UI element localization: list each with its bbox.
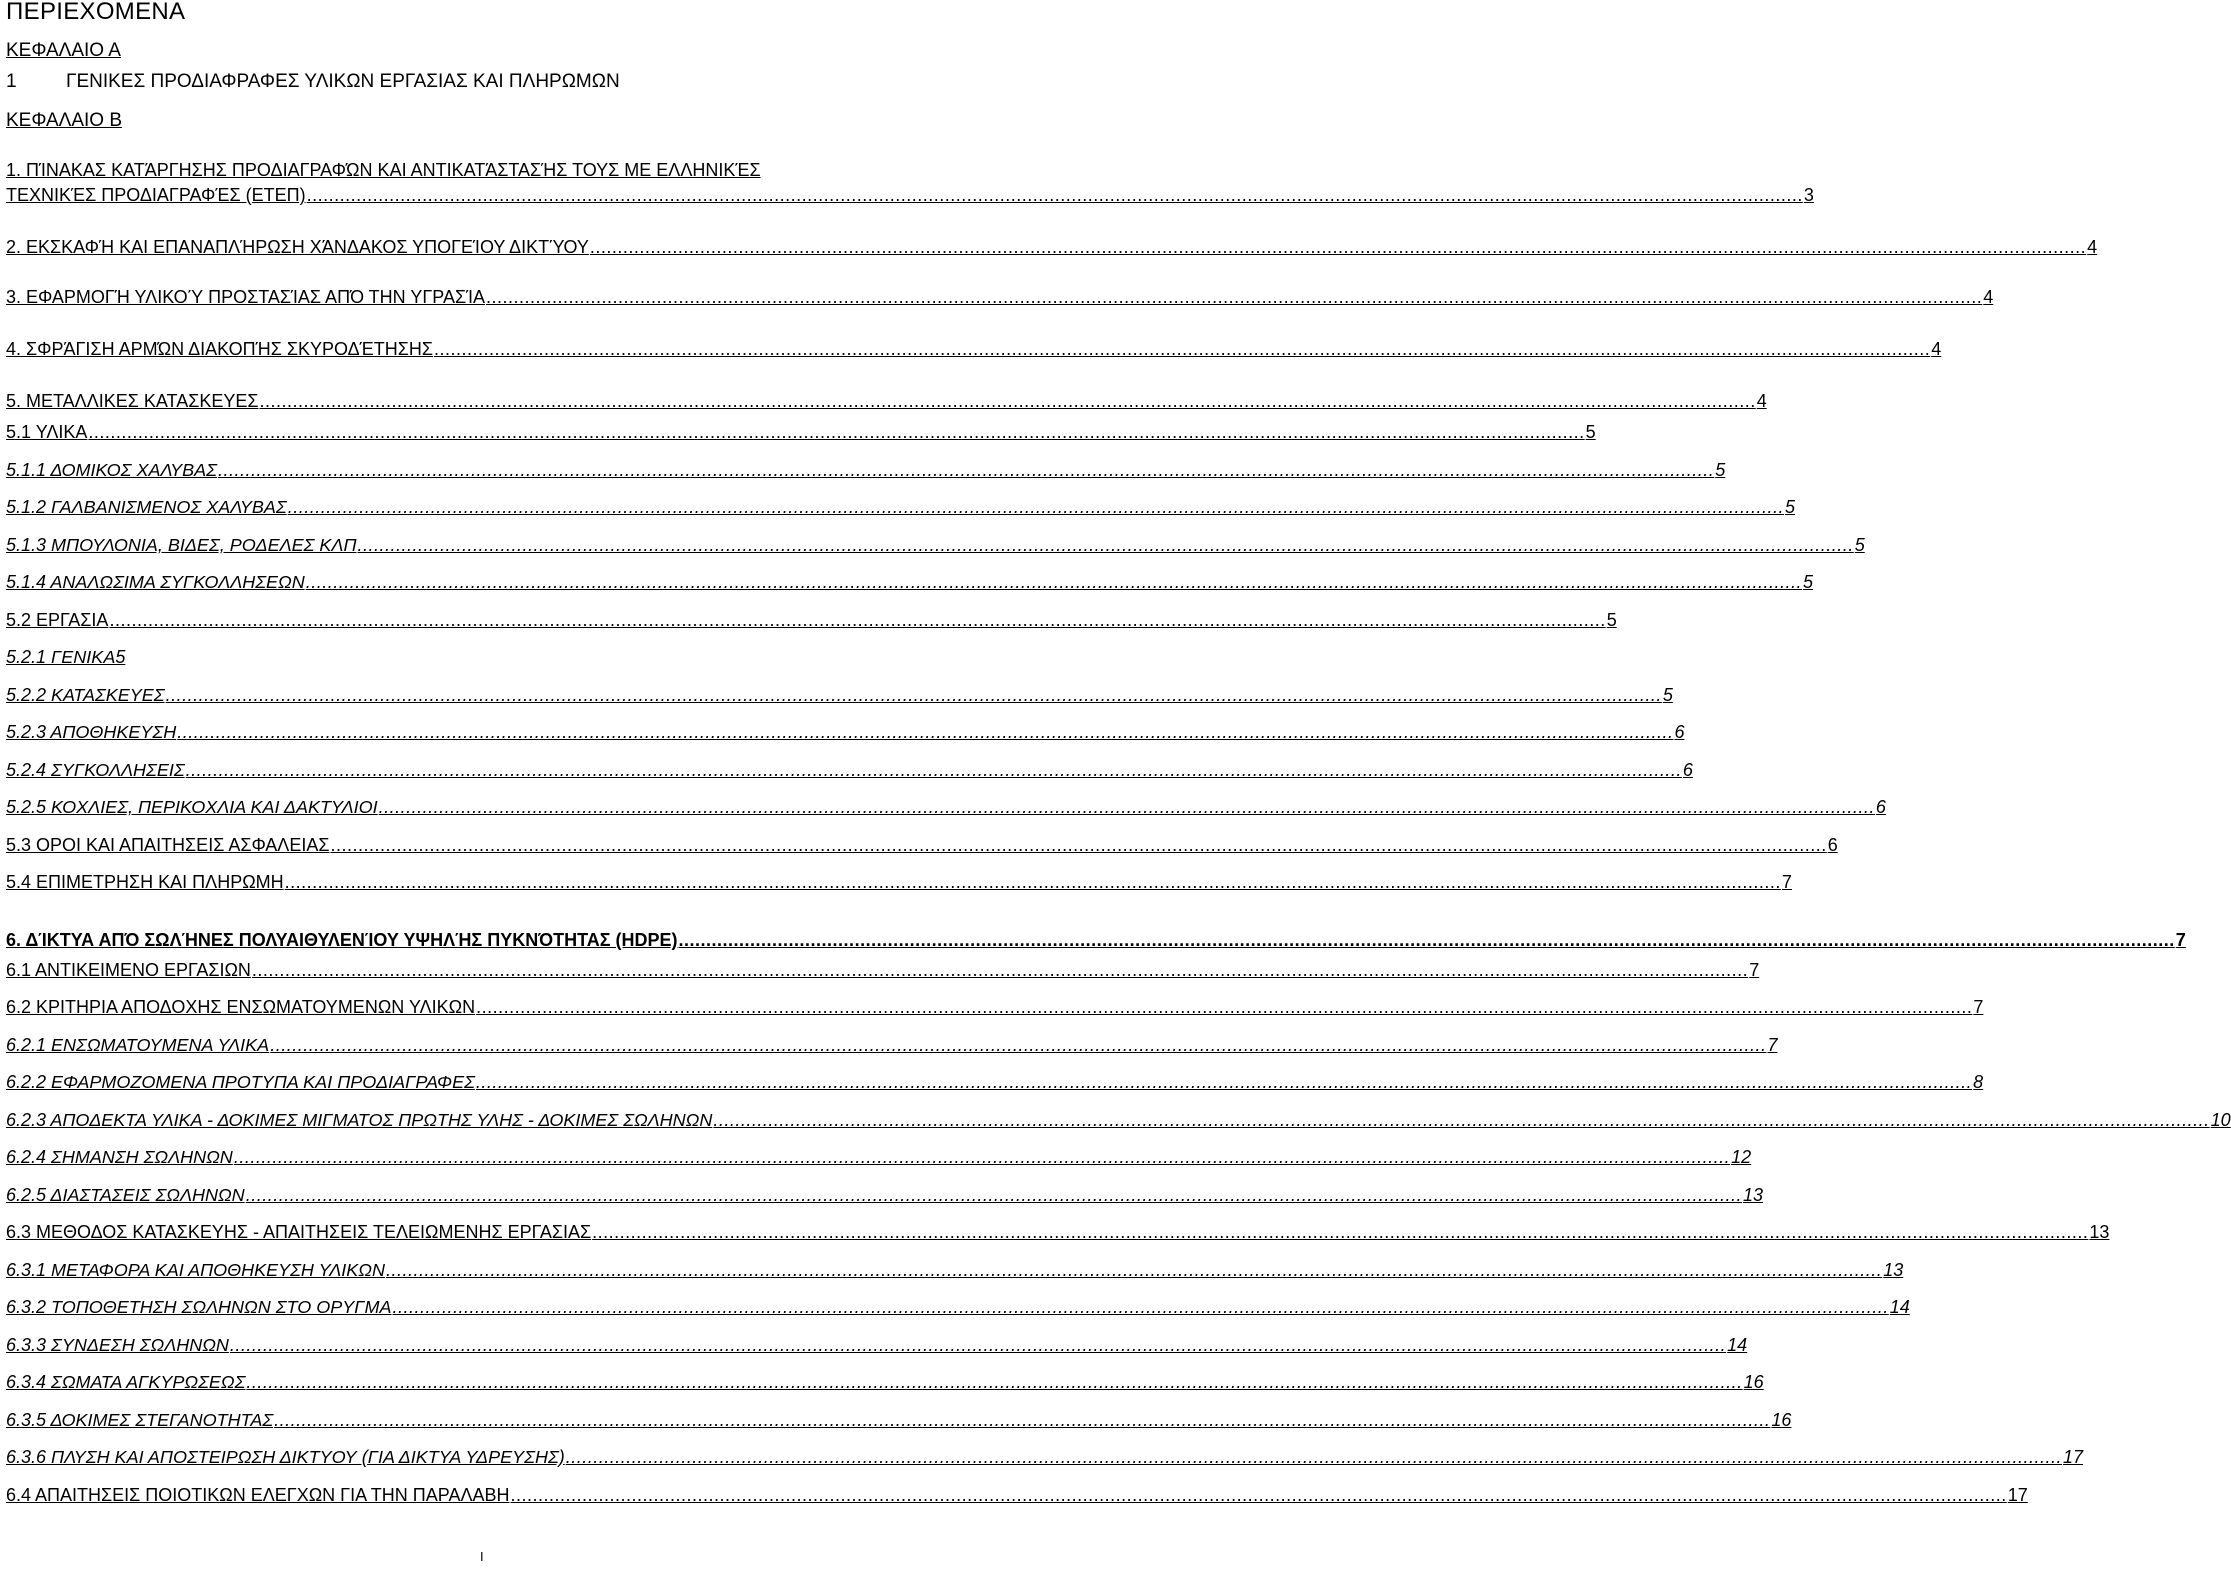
toc-entry[interactable] [6,286,1994,308]
section-1-heading [6,71,620,93]
dot-leader: ................................................................................................................................................................................................................................................................................ [592,1222,2089,1242]
toc-entry-text: 6.3.1 ΜΕΤΑΦΟΡΑ ΚΑΙ ΑΠΟΘΗΚΕΥΣΗ ΥΛΙΚΩΝ [6,1260,385,1280]
dot-leader: ................................................................................................................................................................................................................................................................................ [330,835,1827,855]
toc-entry-text: 4. ΣΦΡΆΓΙΣΗ ΑΡΜΏΝ ΔΙΑΚΟΠΉΣ ΣΚΥΡΟΔΈΤΗΣΗΣ [6,339,433,359]
toc-entry[interactable] [6,1409,1792,1431]
dot-leader: ................................................................................................................................................................................................................................................................................ [251,960,1749,980]
dot-leader: ................................................................................................................................................................................................................................................................................ [713,1110,2210,1130]
toc-entry[interactable] [6,1484,2028,1506]
dot-leader: ................................................................................................................................................................................................................................................................................ [589,237,2087,257]
toc-entry-page: 7 [2175,930,2186,950]
toc-entry[interactable] [6,338,1942,360]
dot-leader: ................................................................................................................................................................................................................................................................................ [246,1372,1743,1392]
dot-leader: ................................................................................................................................................................................................................................................................................ [476,997,1973,1017]
toc-entry-page: 12 [1731,1147,1752,1167]
dot-leader: ................................................................................................................................................................................................................................................................................ [177,722,1674,742]
toc-entry[interactable] [6,390,1767,412]
toc-entry-page: 5 [1662,685,1673,705]
toc-entry-page: 6 [1674,722,1685,742]
toc-entry-page: 6 [1875,797,1886,817]
toc-entry-text: 5. ΜΕΤΑΛΛΙΚΕΣ ΚΑΤΑΣΚΕΥΕΣ [6,391,259,411]
toc-entry[interactable] [6,571,1813,593]
toc-entry-text: 6.2.4 ΣΗΜΑΝΣΗ ΣΩΛΗΝΩΝ [6,1147,233,1167]
dot-leader: ................................................................................................................................................................................................................................................................................ [433,339,1931,359]
toc-entry-text: 5.2 ΕΡΓΑΣΙΑ [6,610,109,630]
toc-entry-1-line1[interactable]: 1. ΠΊΝΑΚΑΣ ΚΑΤΆΡΓΗΣΗΣ ΠΡΟΔΙΑΓΡΑΦΏΝ ΚΑΙ ΑΝΤΙΚΑΤΆΣΤΑΣΉΣ ΤΟΥΣ ΜΕ ΕΛΛΗΝΙΚΈΣ [6,160,761,180]
toc-entry-text: 5.1.2 ΓΑΛΒΑΝΙΣΜΕΝΟΣ ΧΑΛΥΒΑΣ [6,497,287,517]
dot-leader: ................................................................................................................................................................................................................................................................................ [486,287,1983,307]
toc-entry-text: 2. ΕΚΣΚΑΦΉ ΚΑΙ ΕΠΑΝΑΠΛΉΡΩΣΗ ΧΆΝΔΑΚΟΣ ΥΠΟΓΕΊΟΥ ΔΙΚΤΎΟΥ [6,237,589,257]
toc-entry[interactable] [6,236,2098,258]
toc-entry-text: 6.4 ΑΠΑΙΤΗΣΕΙΣ ΠΟΙΟΤΙΚΩΝ ΕΛΕΓΧΩΝ ΓΙΑ ΤΗΝ ΠΑΡΑΛΑΒΗ [6,1485,510,1505]
dot-leader: ................................................................................................................................................................................................................................................................................ [565,1447,2062,1467]
toc-entry-page: 14 [1889,1297,1910,1317]
toc-entry-text: 5.2.3 ΑΠΟΘΗΚΕΥΣΗ [6,722,177,742]
toc-entry-page: 10 [2210,1110,2231,1130]
toc-entry-page: 17 [2007,1485,2028,1505]
toc-entry[interactable] [6,1109,2231,1131]
toc-entry-text: 6.2 ΚΡΙΤΗΡΙΑ ΑΠΟΔΟΧΗΣ ΕΝΣΩΜΑΤΟΥΜΕΝΩΝ ΥΛΙΚΩΝ [6,997,476,1017]
toc-entry-page: 16 [1743,1372,1764,1392]
toc-entry-page: 4 [1756,391,1767,411]
toc-entry-page: 16 [1771,1410,1792,1430]
dot-leader: ................................................................................................................................................................................................................................................................................ [217,460,1715,480]
dot-leader: ................................................................................................................................................................................................................................................................................ [306,185,1803,205]
page-title: ΠΕΡΙΕΧΟΜΕΝΑ [6,0,186,25]
toc-entry-page: 13 [2089,1222,2110,1242]
toc-entry-page: 7 [1749,960,1760,980]
dot-leader: ................................................................................................................................................................................................................................................................................ [287,497,1784,517]
dot-leader: ................................................................................................................................................................................................................................................................................ [88,422,1585,442]
toc-entry-page: 17 [2063,1447,2084,1467]
toc-entry-text: 5.2.5 ΚΟΧΛΙΕΣ, ΠΕΡΙΚΟΧΛΙΑ ΚΑΙ ΔΑΚΤΥΛΙΟΙ [6,797,378,817]
toc-entry[interactable] [6,996,1984,1018]
toc-entry[interactable] [6,459,1726,481]
toc-entry[interactable] [6,646,125,668]
toc-entry-text: 5.1.4 ΑΝΑΛΩΣΙΜΑ ΣΥΓΚΟΛΛΗΣΕΩΝ [6,572,305,592]
toc-entry-page: 6 [1682,760,1693,780]
toc-entry-page: 5 [1784,497,1795,517]
toc-entry-page: 13 [1742,1185,1763,1205]
toc-entry-text: 5.1.3 ΜΠΟΥΛΟΝΙΑ, ΒΙΔΕΣ, ΡΟΔΕΛΕΣ ΚΛΠ [6,535,357,555]
toc-entry-text: 6.3.2 ΤΟΠΟΘΕΤΗΣΗ ΣΩΛΗΝΩΝ ΣΤΟ ΟΡΥΓΜΑ [6,1297,392,1317]
toc-entry-text: 6.2.2 ΕΦΑΡΜΟΖΟΜΕΝΑ ΠΡΟΤΥΠΑ ΚΑΙ ΠΡΟΔΙΑΓΡΑΦΕΣ [6,1072,475,1092]
toc-entry[interactable] [6,1296,1910,1318]
dot-leader: ................................................................................................................................................................................................................................................................................ [259,391,1756,411]
dot-leader: ................................................................................................................................................................................................................................................................................ [357,535,1854,555]
dot-leader: ................................................................................................................................................................................................................................................................................ [385,1260,1883,1280]
toc-entry-page: 7 [1781,872,1792,892]
toc-entry[interactable] [6,834,1838,856]
toc-entry[interactable] [6,1334,1748,1356]
toc-entry[interactable] [6,609,1617,631]
toc-entry-text: 5.1.1 ΔΟΜΙΚΟΣ ΧΑΛΥΒΑΣ [6,460,217,480]
dot-leader: ................................................................................................................................................................................................................................................................................ [245,1185,1742,1205]
toc-entry[interactable] [6,1221,2110,1243]
toc-entry[interactable] [6,796,1886,818]
toc-entry[interactable] [6,1071,1984,1093]
toc-entry[interactable] [6,1034,1778,1056]
toc-entry-text: 6.3.5 ΔΟΚΙΜΕΣ ΣΤΕΓΑΝΟΤΗΤΑΣ [6,1410,274,1430]
dot-leader: ................................................................................................................................................................................................................................................................................ [274,1410,1771,1430]
toc-entry-page: 5 [1585,422,1596,442]
toc-entry-1[interactable] [6,184,1814,206]
toc-entry[interactable] [6,929,2186,951]
toc-entry[interactable] [6,684,1673,706]
toc-entry-text: 6.2.1 ΕΝΣΩΜΑΤΟΥΜΕΝΑ ΥΛΙΚΑ [6,1035,270,1055]
toc-entry-text: 5.4 ΕΠΙΜΕΤΡΗΣΗ ΚΑΙ ΠΛΗΡΩΜΗ [6,872,284,892]
toc-entry-page: 5 [1715,460,1726,480]
dot-leader: ................................................................................................................................................................................................................................................................................ [233,1147,1731,1167]
dot-leader: ................................................................................................................................................................................................................................................................................ [392,1297,1889,1317]
toc-entry[interactable] [6,496,1795,518]
toc-entry-text: 5.1 ΥΛΙΚΑ [6,422,88,442]
toc-entry[interactable] [6,759,1693,781]
toc-entry-page: 4 [1983,287,1994,307]
toc-entry-page: 5 [1606,610,1617,630]
toc-entry-page: 14 [1727,1335,1748,1355]
toc-entry-text: 6.3 ΜΕΘΟΔΟΣ ΚΑΤΑΣΚΕΥΗΣ - ΑΠΑΙΤΗΣΕΙΣ ΤΕΛΕΙΩΜΕΝΗΣ ΕΡΓΑΣΙΑΣ [6,1222,592,1242]
toc-entry-text: 6.2.3 ΑΠΟΔΕΚΤΑ ΥΛΙΚΑ - ΔΟΚΙΜΕΣ ΜΙΓΜΑΤΟΣ ΠΡΩΤΗΣ ΥΛΗΣ - ΔΟΚΙΜΕΣ ΣΩΛΗΝΩΝ [6,1110,713,1130]
toc-entry-text: 6.3.4 ΣΩΜΑΤΑ ΑΓΚΥΡΩΣΕΩΣ [6,1372,246,1392]
toc-entry-text: 6.1 ΑΝΤΙΚΕΙΜΕΝΟ ΕΡΓΑΣΙΩΝ [6,960,251,980]
dot-leader: ................................................................................................................................................................................................................................................................................ [284,872,1781,892]
dot-leader: ................................................................................................................................................................................................................................................................................ [229,1335,1727,1355]
toc-entry-page: 8 [1973,1072,1984,1092]
dot-leader: ................................................................................................................................................................................................................................................................................ [475,1072,1973,1092]
toc-entry[interactable] [6,1446,2084,1468]
toc-entry-page: 13 [1883,1260,1904,1280]
toc-entry[interactable] [6,959,1760,981]
dot-leader: ................................................................................................................................................................................................................................................................................ [270,1035,1767,1055]
dot-leader: ................................................................................................................................................................................................................................................................................ [185,760,1682,780]
dot-leader: ................................................................................................................................................................................................................................................................................ [109,610,1606,630]
toc-entry-page: 3 [1803,185,1814,205]
chapter-b-link[interactable]: ΚΕΦΑΛΑΙΟ Β [6,110,123,131]
dot-leader: ................................................................................................................................................................................................................................................................................ [165,685,1662,705]
section-1-text: ΓΕΝΙΚΕΣ ΠΡΟΔΙΑΦΡΑΦΕΣ ΥΛΙΚΩΝ ΕΡΓΑΣΙΑΣ ΚΑΙ ΠΛΗΡΩΜΩΝ [66,71,620,92]
toc-entry[interactable] [6,421,1596,443]
toc-entry-text: 5.3 ΟΡΟΙ ΚΑΙ ΑΠΑΙΤΗΣΕΙΣ ΑΣΦΑΛΕΙΑΣ [6,835,330,855]
toc-entry-text: 6. ΔΊΚΤΥΑ ΑΠΌ ΣΩΛΉΝΕΣ ΠΟΛΥΑΙΘΥΛΕΝΊΟΥ ΥΨΗΛΉΣ ΠΥΚΝΌΤΗΤΑΣ (HDPE) [6,930,678,950]
chapter-a-link[interactable]: ΚΕΦΑΛΑΙΟ Α [6,40,121,61]
toc-entry-page: 6 [1827,835,1838,855]
toc-entry[interactable] [6,1146,1752,1168]
toc-entry-text: 5.2.1 ΓΕΝΙΚΑ5 [6,647,126,667]
toc-entry[interactable] [6,534,1865,556]
toc-entry[interactable] [6,1259,1904,1281]
toc-entry-page: 5 [1854,535,1865,555]
toc-entry[interactable] [6,1184,1763,1206]
toc-entry-page: 7 [1767,1035,1778,1055]
toc-entry[interactable] [6,871,1792,893]
toc-entry-text: 6.3.3 ΣΥΝΔΕΣΗ ΣΩΛΗΝΩΝ [6,1335,229,1355]
toc-entry-page: 4 [1931,339,1942,359]
toc-entry-page: 7 [1973,997,1984,1017]
page-footer-mark: Ι [480,1549,484,1564]
toc-entry-text: 3. ΕΦΑΡΜΟΓΉ ΥΛΙΚΟΎ ΠΡΟΣΤΑΣΊΑΣ ΑΠΌ ΤΗΝ ΥΓΡΑΣΊΑ [6,287,485,307]
toc-entry[interactable] [6,721,1685,743]
toc-entry-text: 5.2.2 ΚΑΤΑΣΚΕΥΕΣ [6,685,165,705]
toc-entry-text: 5.2.4 ΣΥΓΚΟΛΛΗΣΕΙΣ [6,760,185,780]
dot-leader: ................................................................................................................................................................................................................................................................................ [378,797,1875,817]
toc-entry-page: 5 [1802,572,1813,592]
dot-leader: ................................................................................................................................................................................................................................................................................ [305,572,1802,592]
toc-entry-page: 4 [2087,237,2098,257]
toc-entry-text: 6.3.6 ΠΛΥΣΗ ΚΑΙ ΑΠΟΣΤΕΙΡΩΣΗ ΔΙΚΤΥΟΥ (ΓΙΑ ΔΙΚΤΥΑ ΥΔΡΕΥΣΗΣ) [6,1447,565,1467]
section-1-number: 1 [6,71,17,92]
dot-leader: ................................................................................................................................................................................................................................................................................ [678,930,2175,950]
dot-leader: ................................................................................................................................................................................................................................................................................ [510,1485,2007,1505]
toc-entry-text: ΤΕΧΝΙΚΈΣ ΠΡΟΔΙΑΓΡΑΦΈΣ (ΕΤΕΠ) [6,185,306,205]
toc-entry[interactable] [6,1371,1764,1393]
toc-entry-text: 6.2.5 ΔΙΑΣΤΑΣΕΙΣ ΣΩΛΗΝΩΝ [6,1185,245,1205]
